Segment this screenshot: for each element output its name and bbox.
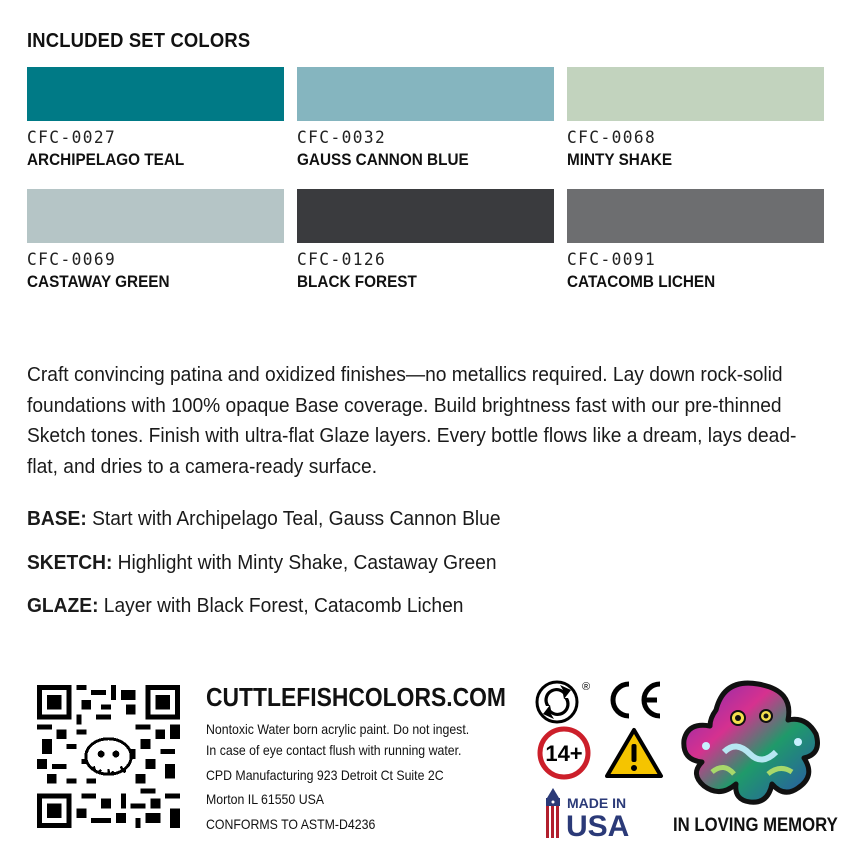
color-name: MINTY SHAKE [567, 150, 673, 169]
usage-label: BASE: [27, 508, 87, 530]
color-chip [27, 67, 284, 121]
swatch-black-forest [297, 189, 554, 292]
color-code: CFC-0126 [297, 250, 387, 270]
usage-label: GLAZE: [27, 595, 99, 617]
usage-text: Highlight with Minty Shake, Castaway Green [112, 552, 497, 574]
address-line: Morton IL 61550 USA [206, 791, 325, 807]
usage-text: Layer with Black Forest, Catacomb Lichen [98, 595, 464, 617]
color-name: BLACK FOREST [297, 272, 417, 291]
color-code: CFC-0068 [567, 128, 657, 148]
color-code: CFC-0091 [567, 250, 657, 270]
warning-icon [604, 726, 664, 780]
registered-mark: ® [582, 681, 591, 693]
color-name: CATACOMB LICHEN [567, 272, 716, 291]
website-link[interactable]: CUTTLEFISHCOLORS.COM [206, 682, 506, 712]
color-code: CFC-0027 [27, 128, 117, 148]
color-chip [27, 189, 284, 243]
color-chip [297, 67, 554, 121]
safety-line: Nontoxic Water born acrylic paint. Do not ingest. [206, 721, 470, 737]
cuttlefish-logo-icon [86, 739, 131, 775]
color-code: CFC-0032 [297, 128, 387, 148]
swatch-archipelago-teal [27, 67, 284, 170]
swatch-minty-shake [567, 67, 824, 170]
color-name: ARCHIPELAGO TEAL [27, 150, 185, 169]
swatch-gauss-cannon-blue [297, 67, 554, 170]
usa-label: USA [566, 810, 630, 840]
color-chip [297, 189, 554, 243]
address-line: CPD Manufacturing 923 Detroit Ct Suite 2C [206, 767, 444, 783]
swatch-catacomb-lichen [567, 189, 824, 292]
color-chip [567, 67, 824, 121]
qr-code[interactable] [37, 685, 180, 828]
color-chip [567, 189, 824, 243]
section-heading: INCLUDED SET COLORS [27, 30, 251, 52]
usage-sketch [27, 552, 497, 575]
octopus-memorial-icon [676, 676, 826, 814]
usage-glaze [27, 595, 463, 618]
usage-text: Start with Archipelago Teal, Gauss Cannon Blue [86, 508, 501, 530]
made-in-usa-icon [541, 786, 641, 840]
usage-label: SKETCH: [27, 552, 113, 574]
swatch-castaway-green [27, 189, 284, 292]
footer-info [206, 682, 536, 832]
color-name: GAUSS CANNON BLUE [297, 150, 469, 169]
memorial-caption: IN LOVING MEMORY [673, 815, 838, 836]
safety-line: In case of eye contact flush with running water. [206, 742, 462, 758]
recycle-icon [533, 676, 593, 726]
usage-base [27, 508, 501, 531]
ce-mark-icon [605, 678, 665, 722]
color-code: CFC-0069 [27, 250, 117, 270]
conformance-line: CONFORMS TO ASTM-D4236 [206, 816, 376, 832]
age-label: 14+ [545, 741, 583, 766]
age-warning-icon [533, 725, 595, 781]
made-in-label: MADE IN [567, 795, 627, 811]
color-name: CASTAWAY GREEN [27, 272, 170, 291]
product-description: Craft convincing patina and oxidized finishes—no metallics required. Lay down rock-solid foundations with 100% opaque Base coverage. Build brightness fast with our pre-thinned Sketch tones. Finish with ultra-flat Glaze layers. Every bottle flows like a dream, lays dead-flat, and dries to a camera-ready surface. [27, 364, 797, 478]
